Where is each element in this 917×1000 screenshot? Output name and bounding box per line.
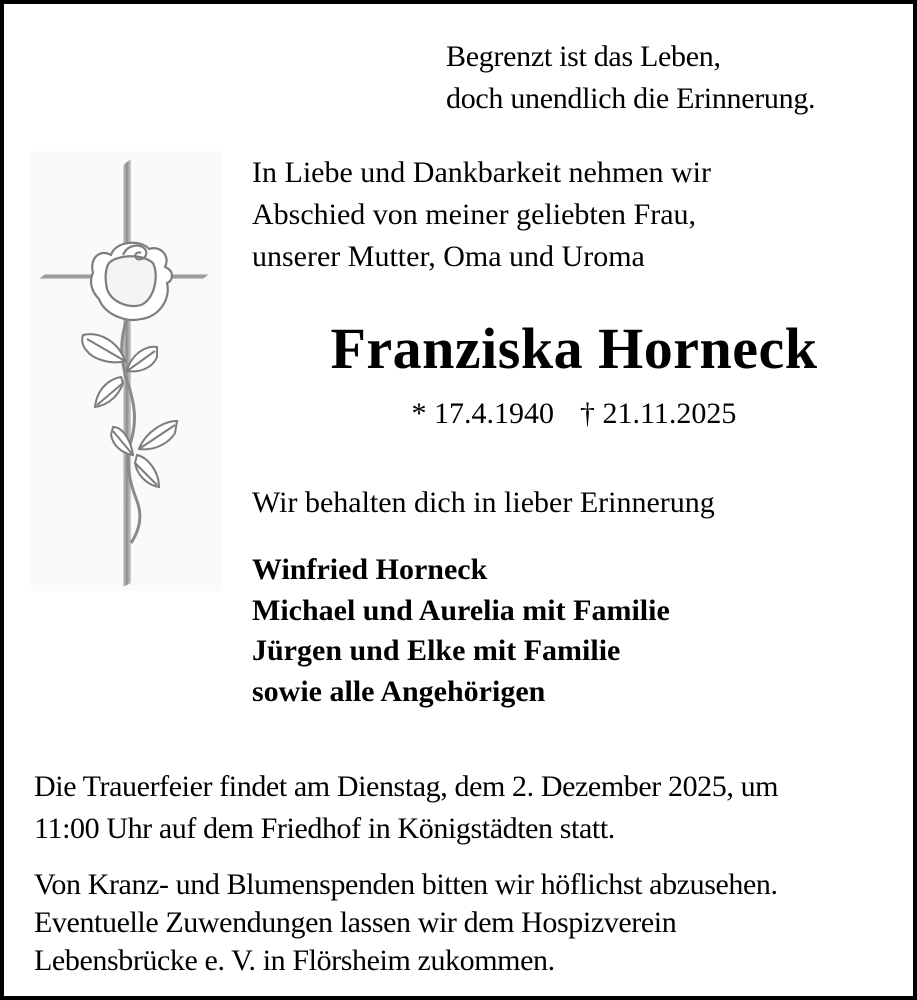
cross-with-rose-icon [31,151,221,591]
mourner: Jürgen und Elke mit Familie [252,634,621,667]
intro-line: Abschied von meiner geliebten Frau, [252,198,697,231]
mourner: Winfried Horneck [252,553,488,586]
remembrance-text: Wir behalten dich in lieber Erinnerung [252,486,715,519]
donation-line: Lebensbrücke e. V. in Flörsheim zukommen. [34,944,555,977]
deceased-name: Franziska Horneck [330,316,818,381]
donation-info [34,866,778,980]
funeral-service-info [34,766,778,850]
intro-line: unserer Mutter, Oma und Uroma [252,240,645,273]
service-line: 11:00 Uhr auf dem Friedhof in Königstädten statt. [34,812,615,845]
service-line: Die Trauerfeier findet am Dienstag, dem 2. Dezember 2025, um [34,770,779,803]
motto-line: doch unendlich die Erinnerung. [446,82,816,115]
motto-line: Begrenzt ist das Leben, [446,40,721,73]
birth-date: * 17.4.1940 [411,397,555,430]
donation-line: Eventuelle Zuwendungen lassen wir dem Hospizverein [34,906,677,939]
intro-line: In Liebe und Dankbarkeit nehmen wir [252,156,712,189]
mourner: sowie alle Angehörigen [252,674,546,708]
intro-text [252,152,711,278]
donation-line: Von Kranz- und Blumenspenden bitten wir höflichst abzusehen. [34,868,778,901]
mourner: Michael und Aurelia mit Familie [252,593,670,627]
death-date: † 21.11.2025 [580,397,737,430]
cross-rose-image [31,151,221,591]
mourners-list [252,550,670,712]
motto-quote [446,36,815,120]
life-dates [244,394,904,434]
